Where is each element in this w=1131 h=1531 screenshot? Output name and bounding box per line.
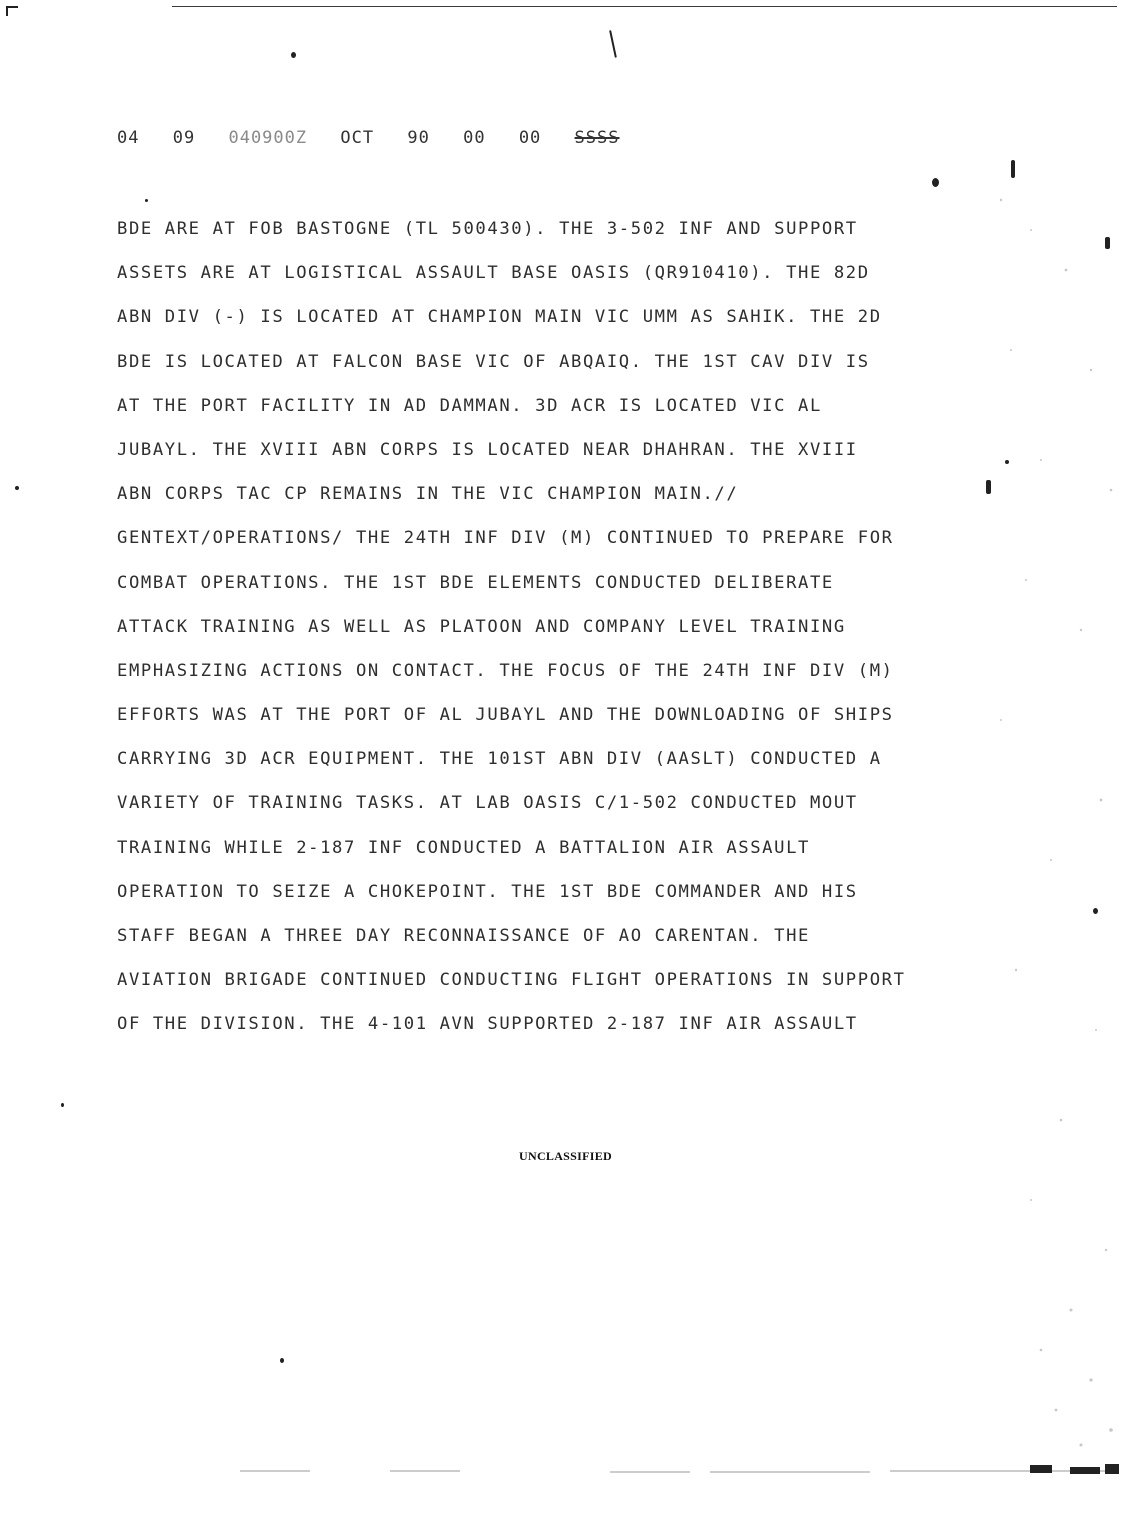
scan-speck [291,52,296,58]
header-field: 00 [463,128,486,148]
top-rule [172,6,1117,7]
body-line: BDE ARE AT FOB BASTOGNE (TL 500430). THE 3-502 INF AND SUPPORT [117,219,858,239]
scan-speck [1005,460,1009,464]
body-line: ABN DIV (-) IS LOCATED AT CHAMPION MAIN VIC UMM AS SAHIK. THE 2D [117,307,882,328]
scan-speck [15,486,19,490]
body-line: TRAINING WHILE 2-187 INF CONDUCTED A BATTALION AIR ASSAULT [117,837,810,858]
header-dtg: 040900Z [228,128,308,148]
scan-speck [61,1103,64,1107]
header-struck-text: SSSS [574,128,620,148]
body-line: ABN CORPS TAC CP REMAINS IN THE VIC CHAMPION MAIN.// [117,484,739,505]
body-line: COMBAT OPERATIONS. THE 1ST BDE ELEMENTS CONDUCTED DELIBERATE [117,572,834,593]
scan-speck [145,199,148,202]
classification-marking: UNCLASSIFIED [519,1149,612,1163]
header-field: 00 [518,128,542,148]
body-line: VARIETY OF TRAINING TASKS. AT LAB OASIS C/1-502 CONDUCTED MOUT [117,793,858,814]
scan-speck [932,178,939,187]
body-line: JUBAYL. THE XVIII ABN CORPS IS LOCATED NEAR DHAHRAN. THE XVIII [117,439,858,460]
body-line: ATTACK TRAINING AS WELL AS PLATOON AND COMPANY LEVEL TRAINING [117,616,846,637]
body-line: EFFORTS WAS AT THE PORT OF AL JUBAYL AND THE DOWNLOADING OF SHIPS [117,705,894,726]
header-field: 04 [117,128,140,148]
body-line: AVIATION BRIGADE CONTINUED CONDUCTING FLIGHT OPERATIONS IN SUPPORT [117,970,906,991]
header-field: 09 [172,128,196,148]
scan-speck [280,1358,284,1363]
scan-speck [1011,160,1015,178]
corner-mark [6,6,18,16]
body-line: GENTEXT/OPERATIONS/ THE 24TH INF DIV (M) CONTINUED TO PREPARE FOR [117,528,894,549]
body-line: BDE IS LOCATED AT FALCON BASE VIC OF ABQAIQ. THE 1ST CAV DIV IS [117,351,870,372]
body-line: EMPHASIZING ACTIONS ON CONTACT. THE FOCUS OF THE 24TH INF DIV (M) [117,660,894,681]
body-line: OPERATION TO SEIZE A CHOKEPOINT. THE 1ST BDE COMMANDER AND HIS [117,881,858,902]
body-line: AT THE PORT FACILITY IN AD DAMMAN. 3D ACR IS LOCATED VIC AL [117,395,822,416]
scan-speck [1093,908,1098,914]
header-field: 90 [407,128,430,148]
scan-speck [1105,237,1110,249]
scan-speck [609,30,616,58]
bottom-edge-smudge [230,1462,1130,1476]
body-line: STAFF BEGAN A THREE DAY RECONNAISSANCE OF AO CARENTAN. THE [117,926,810,946]
body-line: OF THE DIVISION. THE 4-101 AVN SUPPORTED 2-187 INF AIR ASSAULT [117,1014,858,1035]
header-field: OCT [340,128,375,148]
scan-speck [986,480,991,494]
message-header [117,128,642,148]
body-line: CARRYING 3D ACR EQUIPMENT. THE 101ST ABN DIV (AASLT) CONDUCTED A [117,749,882,770]
message-body [117,214,997,1054]
body-line: ASSETS ARE AT LOGISTICAL ASSAULT BASE OASIS (QR910410). THE 82D [117,263,870,284]
